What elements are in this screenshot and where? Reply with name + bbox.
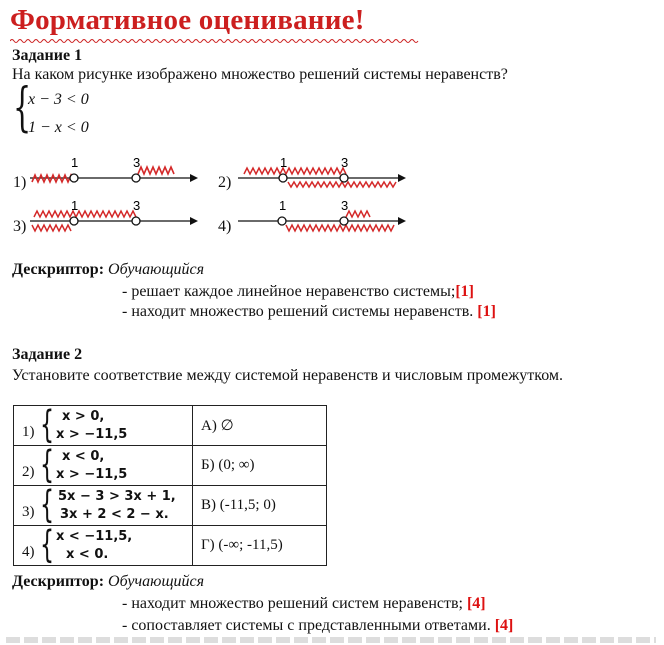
point-3: 3 [133,155,141,170]
matching-table [13,405,327,566]
answer-cell: А) ∅ [193,406,327,446]
descriptor-1-item-1: - решает каждое линейное неравенство системы;[1] [122,283,474,300]
system-brace: { [40,443,55,486]
number-line-option-3 [30,198,200,234]
system-brace: { [40,483,55,526]
system-line-1: x < −11,5, [56,529,133,544]
point-3: 3 [341,198,349,213]
point-1: 1 [279,198,287,213]
option-3-label: 3) [13,218,27,235]
score-badge: [1] [477,303,496,320]
option-4-label: 4) [218,218,232,235]
answer-cell: В) (-11,5; 0) [193,486,327,526]
task2-heading: Задание 2 [12,346,83,363]
descriptor-1-item-2: - находит множество решений системы неравенств. [1] [122,303,496,320]
descriptor-who: Обучающийся [108,573,205,590]
task1-question: На каком рисунке изображено множество решений системы неравенств? [12,66,508,83]
cut-off-text-line [6,637,656,643]
score-badge: [1] [455,283,474,300]
number-line-option-4 [238,198,408,234]
system-line-2: x > −11,5 [56,427,128,442]
point-3: 3 [133,198,141,213]
descriptor-2-item-2: - сопоставляет системы с представленными ответами. [4] [122,617,514,634]
table-row [14,446,327,486]
row-number: 1) [22,424,35,440]
system-line-2: x > −11,5 [56,467,128,482]
answer-cell: Б) (0; ∞) [193,446,327,486]
point-1: 1 [280,155,288,170]
row-number: 2) [22,464,35,480]
task1-heading: Задание 1 [12,47,83,64]
point-1: 1 [71,155,79,170]
score-badge: [4] [466,595,486,612]
table-row [14,486,327,526]
system-brace: { [40,523,55,566]
descriptor-1 [12,261,204,279]
system-line-1: x − 3 < 0 [28,91,89,108]
row-number: 3) [22,504,35,520]
number-line-option-2 [238,155,408,191]
point-3: 3 [341,155,349,170]
descriptor-2 [12,573,204,591]
score-badge: [4] [494,617,514,634]
point-1: 1 [71,198,79,213]
table-row [14,526,327,566]
table-row [14,406,327,446]
descriptor-label: Дескриптор: [12,261,105,278]
system-line-2: x < 0. [66,547,109,562]
descriptor-who: Обучающийся [108,261,205,278]
row-number: 4) [22,544,35,560]
system-brace: { [40,403,55,446]
descriptor-2-item-1: - находит множество решений систем неравенств; [4] [122,595,486,612]
system-brace: { [13,78,32,138]
descriptor-label: Дескриптор: [12,573,105,590]
system-line-1: x > 0, [62,409,105,424]
task2-question: Установите соответствие между системой неравенств и числовым промежутком. [12,367,564,384]
system-line-1: x < 0, [62,449,105,464]
option-1-label: 1) [13,174,27,191]
number-line-option-1 [30,155,200,191]
spellcheck-underline [10,38,422,44]
system-line-2: 3x + 2 < 2 − x. [60,507,169,522]
page-title: Формативное оценивание! [10,4,365,37]
option-2-label: 2) [218,174,232,191]
system-line-2: 1 − x < 0 [28,119,89,136]
answer-cell: Г) (-∞; -11,5) [193,526,327,566]
system-line-1: 5x − 3 > 3x + 1, [58,489,176,504]
